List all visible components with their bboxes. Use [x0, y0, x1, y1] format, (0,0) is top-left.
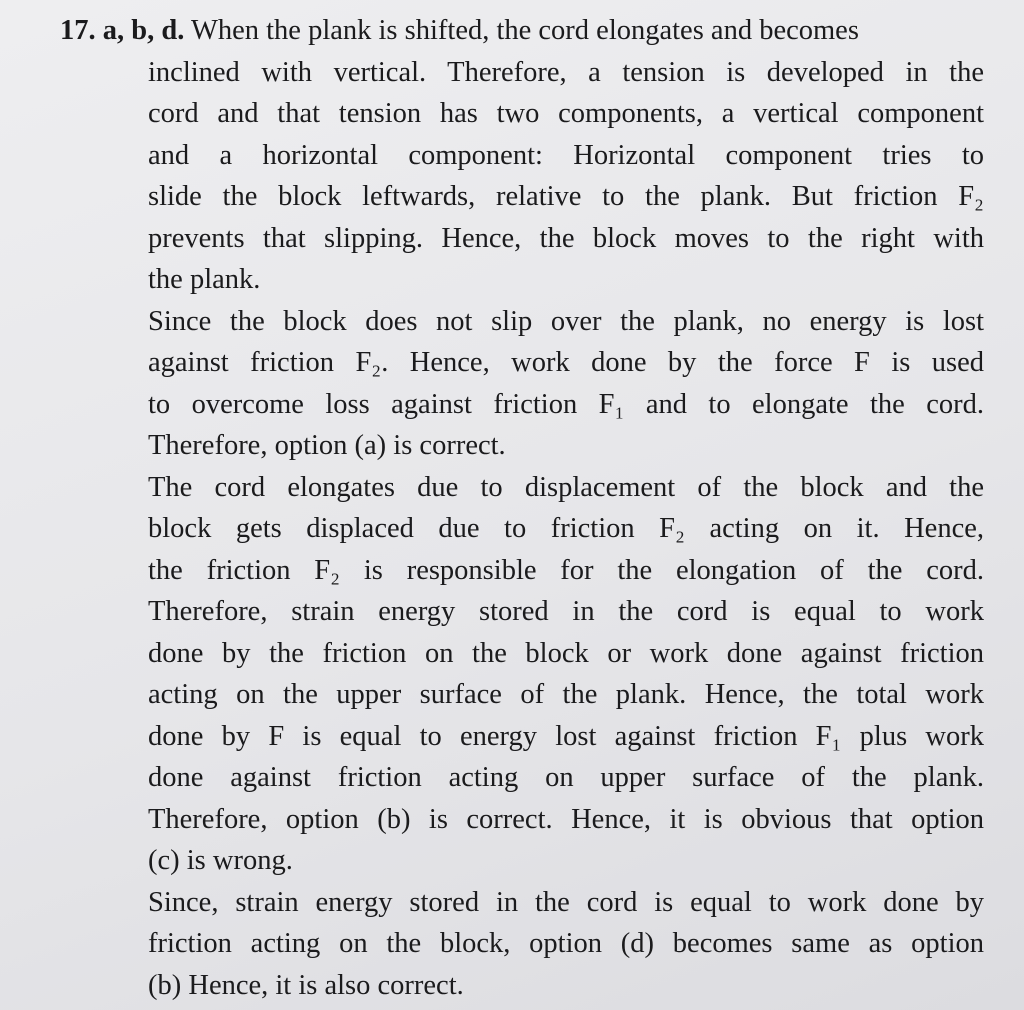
text-line: block gets displaced due to friction F₂ acting on it. Hence,	[148, 513, 984, 544]
text-line: friction acting on the block, option (d) becomes same as option	[148, 928, 984, 959]
text-line: done by the friction on the block or work done against friction	[148, 637, 984, 669]
text-line: (c) is wrong.	[148, 845, 293, 876]
text-line: When the plank is shifted, the cord elongates and becomes	[190, 15, 859, 46]
answer-header	[60, 10, 990, 52]
question-number: 17.	[60, 15, 96, 46]
text-line: Therefore, option (b) is correct. Hence, it is obvious that option	[148, 803, 984, 835]
text-line: done against friction acting on upper surface of the plank.	[148, 762, 984, 793]
text-line: the plank.	[148, 264, 261, 295]
text-line: cord and that tension has two components, a vertical component	[148, 98, 984, 129]
text-line: and a horizontal component: Horizontal component tries to	[148, 139, 984, 171]
answer-body	[148, 52, 984, 1007]
text-line: Since, strain energy stored in the cord is equal to work done by	[148, 886, 984, 918]
text-line: done by F is equal to energy lost against friction F₁ plus work	[148, 720, 984, 752]
text-line: The cord elongates due to displacement of the block and the	[148, 471, 984, 503]
text-line: Therefore, strain energy stored in the cord is equal to work	[148, 596, 984, 627]
paragraph-1	[148, 52, 984, 301]
text-line: to overcome loss against friction F₁ and to elongate the cord.	[148, 388, 984, 420]
text-line: against friction F₂. Hence, work done by the force F is used	[148, 347, 984, 378]
paragraph-4	[148, 882, 984, 1007]
text-line: slide the block leftwards, relative to the plank. But friction F₂	[148, 181, 984, 212]
answer-17	[60, 10, 990, 1006]
text-line: the friction F₂ is responsible for the elongation of the cord.	[148, 554, 984, 586]
text-line: prevents that slipping. Hence, the block moves to the right with	[148, 222, 984, 254]
answer-options: a, b, d.	[102, 15, 185, 46]
text-line: (b) Hence, it is also correct.	[148, 969, 464, 1001]
text-line: Therefore, option (a) is correct.	[148, 430, 506, 461]
paragraph-3	[148, 467, 984, 882]
text-line: inclined with vertical. Therefore, a tension is developed in the	[148, 56, 984, 88]
text-line: Since the block does not slip over the plank, no energy is lost	[148, 305, 984, 337]
text-line: acting on the upper surface of the plank. Hence, the total work	[148, 679, 984, 710]
paragraph-2	[148, 301, 984, 467]
